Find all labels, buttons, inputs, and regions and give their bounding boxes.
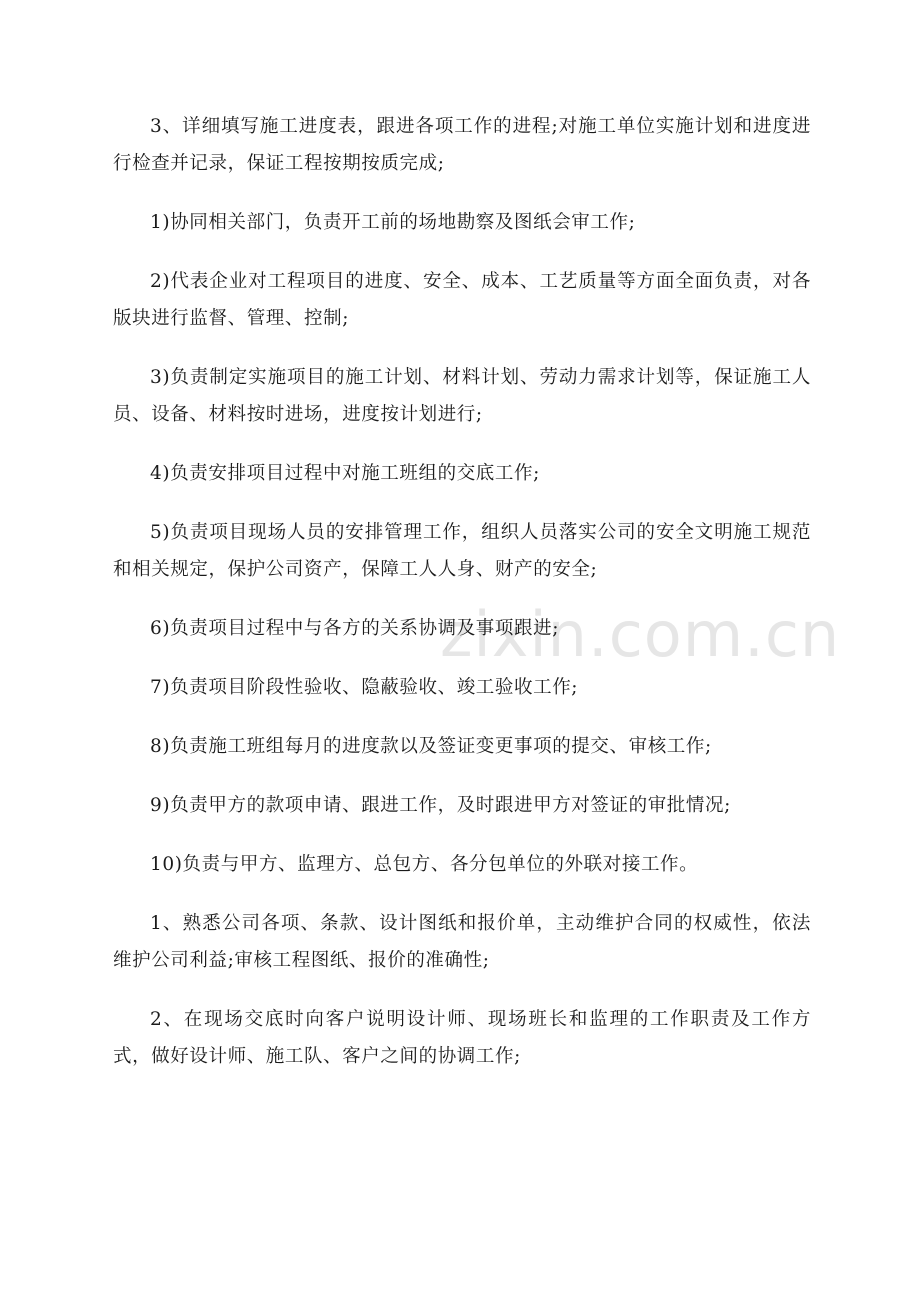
paragraph: 4)负责安排项目过程中对施工班组的交底工作; (150, 463, 540, 484)
paragraph: 1、熟悉公司各项、条款、设计图纸和报价单，主动维护合同的权威性，依法维护公司利益;审核工程图纸、报价的准确性; (113, 913, 811, 971)
paragraph: 7)负责项目阶段性验收、隐蔽验收、竣工验收工作; (150, 677, 579, 698)
paragraph: 3)负责制定实施项目的施工计划、材料计划、劳动力需求计划等，保证施工人员、设备、材料按时进场，进度按计划进行; (113, 367, 811, 425)
paragraph: 3、详细填写施工进度表，跟进各项工作的进程;对施工单位实施计划和进度进行检查并记录，保证工程按期按质完成; (113, 116, 811, 174)
paragraph: 2)代表企业对工程项目的进度、安全、成本、工艺质量等方面全面负责，对各版块进行监督、管理、控制; (113, 271, 811, 329)
paragraph: 1)协同相关部门，负责开工前的场地勘察及图纸会审工作; (150, 212, 636, 233)
paragraph: 5)负责项目现场人员的安排管理工作，组织人员落实公司的安全文明施工规范和相关规定，保护公司资产，保障工人人身、财产的安全; (113, 522, 811, 580)
paragraph: 8)负责施工班组每月的进度款以及签证变更事项的提交、审核工作; (150, 736, 712, 757)
document-body (113, 108, 811, 1097)
paragraph: 10)负责与甲方、监理方、总包方、各分包单位的外联对接工作。 (150, 854, 699, 875)
paragraph: 9)负责甲方的款项申请、跟进工作，及时跟进甲方对签证的审批情况; (150, 795, 731, 816)
paragraph: 6)负责项目过程中与各方的关系协调及事项跟进; (150, 618, 560, 639)
watermark: zixin.com.cn (440, 598, 841, 671)
paragraph: 2、在现场交底时向客户说明设计师、现场班长和监理的工作职责及工作方式，做好设计师、施工队、客户之间的协调工作; (113, 1009, 811, 1067)
